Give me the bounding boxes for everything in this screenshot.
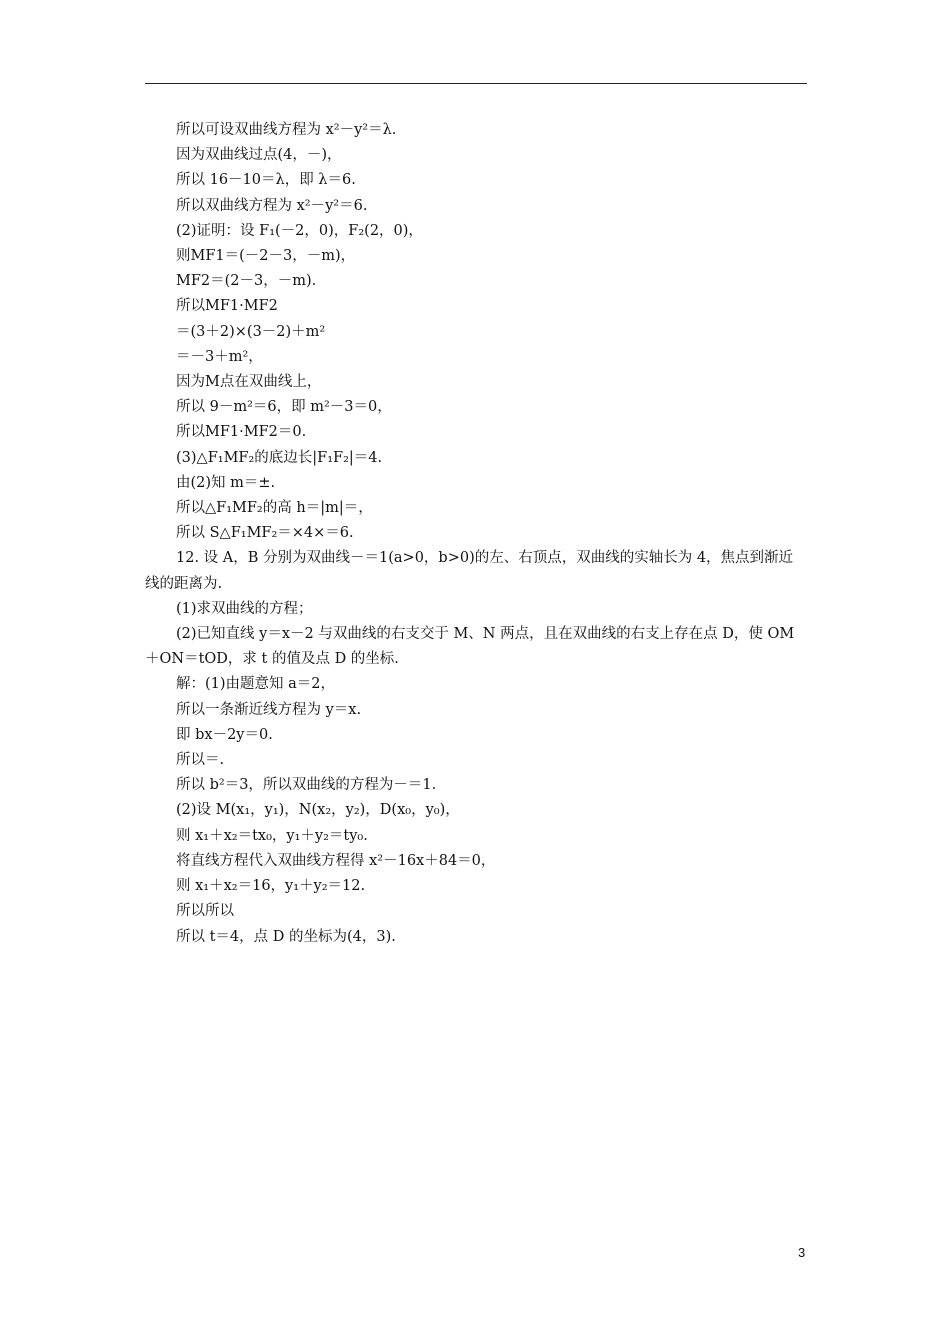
solution-line: 所以 t＝4，点 D 的坐标为(4，3). — [176, 928, 396, 945]
document-body — [145, 118, 807, 950]
text-line: 所以可设双曲线方程为 x²－y²＝λ. — [176, 122, 397, 138]
text-line: 因为双曲线过点(4，－)， — [176, 147, 342, 164]
problem-12-part-1: (1)求双曲线的方程； — [176, 600, 313, 617]
solution-line: 所以 b²＝3，所以双曲线的方程为－＝1. — [176, 777, 437, 794]
solution-line: 所以＝. — [176, 752, 225, 769]
solution-line: 将直线方程代入双曲线方程得 x²－16x＋84＝0， — [176, 852, 496, 869]
solution-line: (2)设 M(x₁，y₁)，N(x₂，y₂)，D(x₀，y₀)， — [176, 802, 460, 819]
problem-12-statement: 12. 设 A，B 分别为双曲线－＝1(a>0，b>0)的左、右顶点，双曲线的实轴长为 4，焦点到渐近线的距离为. — [145, 550, 794, 592]
text-line: 所以 S△F₁MF₂＝×4×＝6. — [176, 525, 354, 542]
text-line: (3)△F₁MF₂的底边长|F₁F₂|＝4. — [176, 449, 383, 466]
text-line: MF2＝(2－3，－m). — [176, 273, 317, 290]
text-line: 因为M点在双曲线上， — [176, 374, 322, 391]
text-line: 所以MF1·MF2＝0. — [176, 424, 307, 441]
header-rule — [145, 83, 807, 84]
solution-line: 解：(1)由题意知 a＝2， — [176, 676, 336, 693]
text-line: 所以双曲线方程为 x²－y²＝6. — [176, 197, 368, 214]
text-line: 所以△F₁MF₂的高 h＝|m|＝， — [176, 500, 373, 517]
text-line: (2)证明：设 F₁(－2，0)，F₂(2，0)， — [176, 222, 423, 239]
text-line: 所以 9－m²＝6，即 m²－3＝0， — [176, 399, 392, 416]
solution-line: 所以一条渐近线方程为 y＝x. — [176, 701, 362, 718]
solution-line: 即 bx－2y＝0. — [176, 726, 273, 743]
page-number: 3 — [798, 1245, 806, 1260]
text-line: 所以 16－10＝λ，即 λ＝6. — [176, 172, 356, 189]
solution-line: 所以所以 — [176, 903, 234, 920]
text-line: ＝－3＋m²， — [176, 348, 263, 365]
solution-line: 则 x₁＋x₂＝16，y₁＋y₂＝12. — [176, 878, 366, 895]
text-line: ＝(3＋2)×(3－2)＋m² — [176, 323, 326, 340]
text-line: 由(2)知 m＝±. — [176, 474, 276, 491]
solution-line: 则 x₁＋x₂＝tx₀，y₁＋y₂＝ty₀. — [176, 827, 368, 844]
text-line: 所以MF1·MF2 — [176, 298, 278, 315]
problem-12-part-2: (2)已知直线 y＝x－2 与双曲线的右支交于 M、N 两点，且在双曲线的右支上存在点 D，使 OM＋ON＝tOD，求 t 的值及点 D 的坐标. — [145, 626, 795, 668]
text-line: 则MF1＝(－2－3，－m)， — [176, 248, 356, 265]
